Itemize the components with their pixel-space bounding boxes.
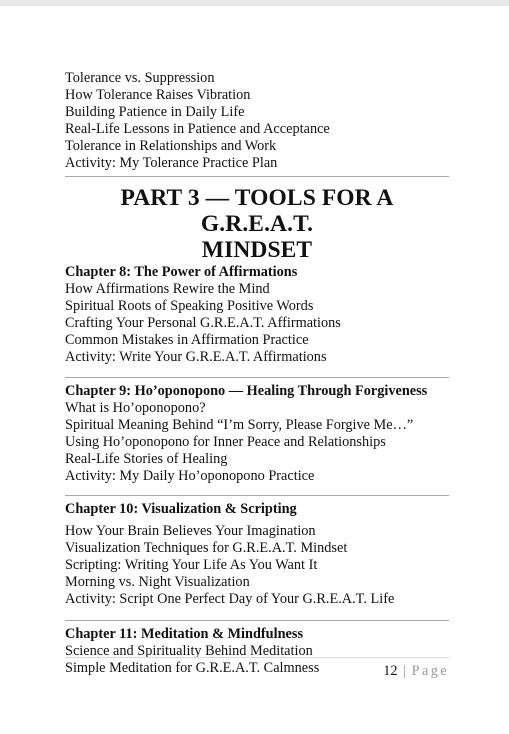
toc-entry: Common Mistakes in Affirmation Practice — [65, 332, 309, 348]
toc-entry: Using Ho’oponopono for Inner Peace and Relationships — [65, 434, 386, 450]
section-divider — [65, 620, 449, 621]
toc-entry: Tolerance vs. Suppression — [65, 70, 215, 86]
toc-entry: Science and Spirituality Behind Meditation — [65, 643, 313, 659]
chapter-heading: Chapter 8: The Power of Affirmations — [65, 264, 298, 280]
chapter-10-section — [65, 501, 449, 608]
chapter-9-section — [65, 383, 449, 485]
page-number: 12 — [383, 663, 398, 679]
chapter-heading: Chapter 11: Meditation & Mindfulness — [65, 626, 304, 642]
toc-entry: Spiritual Roots of Speaking Positive Words — [65, 298, 314, 314]
page-label: Page — [411, 663, 449, 679]
section-divider — [65, 176, 449, 177]
toc-entry: Building Patience in Daily Life — [65, 104, 245, 120]
part-heading-line2: MINDSET — [201, 237, 313, 263]
toc-entry: Real-Life Lessons in Patience and Acceptance — [65, 121, 330, 137]
toc-entry: Visualization Techniques for G.R.E.A.T. Mindset — [65, 540, 348, 556]
toc-entry: Spiritual Meaning Behind “I’m Sorry, Please Forgive Me…” — [65, 417, 414, 433]
toc-entry: Activity: Write Your G.R.E.A.T. Affirmations — [65, 349, 327, 365]
top-gray-bar — [0, 0, 509, 6]
toc-entry: Crafting Your Personal G.R.E.A.T. Affirmations — [65, 315, 341, 331]
chapter-heading: Chapter 9: Ho’oponopono — Healing Through Forgiveness — [65, 383, 428, 399]
toc-entry: Tolerance in Relationships and Work — [65, 138, 277, 154]
toc-entry: Simple Meditation for G.R.E.A.T. Calmness — [65, 660, 320, 676]
section-divider — [65, 495, 449, 496]
toc-entry: How Tolerance Raises Vibration — [65, 87, 251, 103]
toc-entry: Morning vs. Night Visualization — [65, 574, 250, 590]
footer-separator: | — [403, 663, 407, 679]
toc-entry: How Affirmations Rewire the Mind — [65, 281, 270, 297]
toc-entry: Real-Life Stories of Healing — [65, 451, 228, 467]
toc-entry: What is Ho’oponopono? — [65, 400, 206, 416]
toc-entry: How Your Brain Believes Your Imagination — [65, 523, 316, 539]
toc-entry: Activity: My Daily Ho’oponopono Practice — [65, 468, 315, 484]
table-of-contents — [65, 70, 449, 677]
toc-entry: Scripting: Writing Your Life As You Want It — [65, 557, 318, 573]
section-divider — [65, 377, 449, 378]
part-heading — [65, 185, 449, 263]
chapter-8-section — [65, 264, 449, 366]
page-footer — [65, 657, 449, 680]
part2-tail-list — [65, 70, 449, 172]
chapter-heading: Chapter 10: Visualization & Scripting — [65, 501, 297, 517]
part-heading-line1: PART 3 — TOOLS FOR A G.R.E.A.T. — [120, 185, 394, 237]
toc-entry: Activity: Script One Perfect Day of Your G.R.E.A.T. Life — [65, 591, 395, 607]
toc-entry: Activity: My Tolerance Practice Plan — [65, 155, 278, 171]
